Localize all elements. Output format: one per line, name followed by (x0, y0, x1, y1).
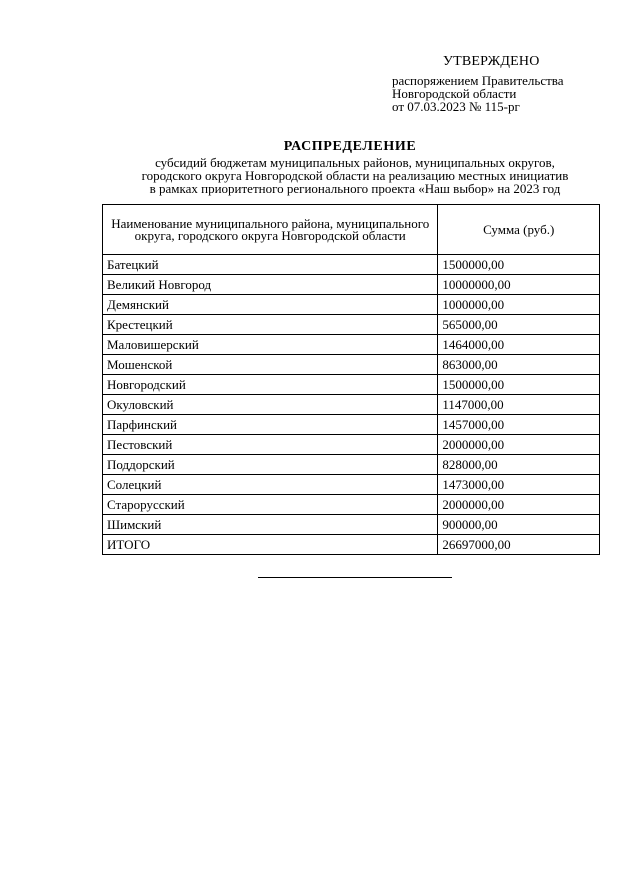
row-sum: 1000000,00 (438, 295, 600, 315)
row-sum: 2000000,00 (438, 495, 600, 515)
row-sum: 863000,00 (438, 355, 600, 375)
row-sum: 2000000,00 (438, 435, 600, 455)
row-sum: 1473000,00 (438, 475, 600, 495)
row-name: Парфинский (103, 415, 438, 435)
row-name: Демянский (103, 295, 438, 315)
row-name: Окуловский (103, 395, 438, 415)
row-name: Пестовский (103, 435, 438, 455)
table-row (103, 355, 600, 375)
row-name: Поддорский (103, 455, 438, 475)
table-row (103, 275, 600, 295)
column-header-name: Наименование муниципального района, муниципального округа, городского округа Новгородской области (103, 205, 438, 255)
approval-details (392, 74, 564, 113)
row-sum: 1500000,00 (438, 375, 600, 395)
row-sum: 1457000,00 (438, 415, 600, 435)
document-title: РАСПРЕДЕЛЕНИЕ (283, 139, 417, 154)
row-sum: 10000000,00 (438, 275, 600, 295)
row-name: Батецкий (103, 255, 438, 275)
distribution-table (102, 204, 600, 555)
table-row (103, 475, 600, 495)
table-row (103, 455, 600, 475)
row-name: Мошенской (103, 355, 438, 375)
subtitle-line-1: субсидий бюджетам муниципальных районов, муниципальных округов, (155, 155, 555, 170)
table-header-row (103, 205, 600, 255)
table-row (103, 255, 600, 275)
approval-line-region: Новгородской области (392, 86, 517, 101)
row-sum: 828000,00 (438, 455, 600, 475)
approval-title: УТВЕРЖДЕНО (443, 54, 540, 69)
total-sum: 26697000,00 (438, 535, 600, 555)
row-sum: 900000,00 (438, 515, 600, 535)
row-name: Новгородский (103, 375, 438, 395)
subtitle-line-2: городского округа Новгородской области на реализацию местных инициатив (141, 168, 569, 183)
row-name: Шимский (103, 515, 438, 535)
row-name: Великий Новгород (103, 275, 438, 295)
row-sum: 1147000,00 (438, 395, 600, 415)
row-name: Старорусский (103, 495, 438, 515)
row-sum: 565000,00 (438, 315, 600, 335)
table-row (103, 375, 600, 395)
table-row (103, 315, 600, 335)
subtitle-line-3: в рамках приоритетного регионального проекта «Наш выбор» на 2023 год (149, 181, 561, 196)
table-row (103, 335, 600, 355)
row-name: Маловишерский (103, 335, 438, 355)
table-row (103, 515, 600, 535)
row-name: Солецкий (103, 475, 438, 495)
table-row (103, 415, 600, 435)
table-row (103, 395, 600, 415)
row-sum: 1500000,00 (438, 255, 600, 275)
table-total-row (103, 535, 600, 555)
end-of-document-line (258, 577, 452, 578)
table-row (103, 495, 600, 515)
approval-line-date: от 07.03.2023 № 115-рг (392, 99, 520, 114)
row-name: Крестецкий (103, 315, 438, 335)
document-subtitle (98, 156, 612, 195)
column-header-sum: Сумма (руб.) (438, 205, 600, 255)
total-label: ИТОГО (103, 535, 438, 555)
approval-line-order: распоряжением Правительства (392, 73, 564, 88)
row-sum: 1464000,00 (438, 335, 600, 355)
table-row (103, 295, 600, 315)
table-row (103, 435, 600, 455)
